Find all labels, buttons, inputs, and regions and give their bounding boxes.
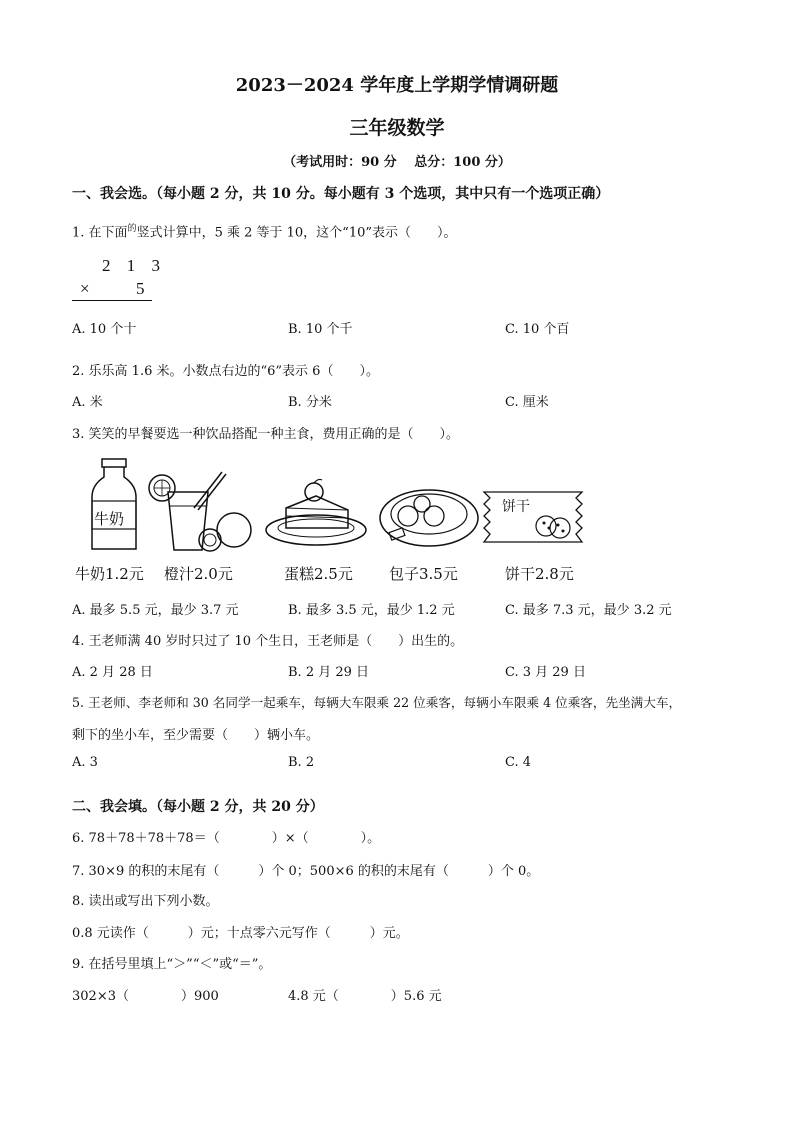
calc-line <box>72 300 152 301</box>
q1-option-a[interactable]: A. 10 个十 <box>72 322 137 337</box>
q8-text: 8. 读出或写出下列小数。 <box>72 894 219 909</box>
page-title: 2023－2024 学年度上学期学情调研题 <box>235 75 559 96</box>
page-subtitle: 三年级数学 <box>349 117 445 139</box>
q4-option-a[interactable]: A. 2 月 28 日 <box>72 665 153 680</box>
q5-text-line2: 剩下的坐小车，至少需要（ ）辆小车。 <box>72 728 320 743</box>
q2-option-b[interactable]: B. 分米 <box>288 395 332 410</box>
orange-juice-image <box>146 468 254 554</box>
calc-bottom-number: 5 <box>136 279 151 298</box>
q9-compare-a: 302×3（ ）900 <box>72 989 219 1004</box>
q1-superscript: 的 <box>127 224 137 234</box>
q8-line: 0.8 元读作（ ）元；十点零六元写作（ ）元。 <box>72 926 409 941</box>
q4-text: 4. 王老师满 40 岁时只过了 10 个生日，王老师是（ ）出生的。 <box>72 634 464 649</box>
q2-option-a[interactable]: A. 米 <box>72 395 103 410</box>
milk-bottle-label: 牛奶 <box>94 510 125 528</box>
calc-multiply-sign: × <box>80 279 96 298</box>
biscuit-package-image <box>482 490 586 546</box>
q3-text: 3. 笑笑的早餐要选一种饮品搭配一种主食，费用正确的是（ ）。 <box>72 427 460 442</box>
q3-option-b[interactable]: B. 最多 3.5 元，最少 1.2 元 <box>288 603 455 618</box>
q9-compare-b: 4.8 元（ ）5.6 元 <box>288 989 442 1004</box>
q5-option-c[interactable]: C. 4 <box>505 755 532 770</box>
q1-text-rest: 竖式计算中，5 乘 2 等于 10，这个“10”表示（ ）。 <box>136 225 457 241</box>
q1-text <box>72 221 457 240</box>
q2-text: 2. 乐乐高 1.6 米。小数点右边的“6”表示 6（ ）。 <box>72 364 379 379</box>
q5-option-a[interactable]: A. 3 <box>72 755 98 770</box>
q5-option-b[interactable]: B. 2 <box>288 755 315 770</box>
steamed-buns-image <box>378 484 480 550</box>
q7-text: 7. 30×9 的积的末尾有（ ）个 0；500×6 的积的末尾有（ ）个 0。 <box>72 864 540 879</box>
section1-heading: 一、我会选。（每小题 2 分，共 10 分。每小题有 3 个选项，其中只有一个选项正确） <box>72 186 610 202</box>
milk-bottle-image <box>88 457 140 553</box>
q9-text: 9. 在括号里填上“＞”“＜”或“＝”。 <box>72 957 272 972</box>
q4-option-c[interactable]: C. 3 月 29 日 <box>505 665 586 680</box>
food-label-biscuit: 饼干2.8元 <box>505 565 574 583</box>
q2-option-c[interactable]: C. 厘米 <box>505 395 549 410</box>
food-label-cake: 蛋糕2.5元 <box>284 565 353 583</box>
q1-text-start: 1. 在下面 <box>72 225 128 241</box>
q1-option-b[interactable]: B. 10 个千 <box>288 322 353 337</box>
section2-heading: 二、我会填。（每小题 2 分，共 20 分） <box>72 799 324 815</box>
biscuit-package-label: 饼干 <box>502 499 530 515</box>
q6-text: 6. 78＋78＋78＋78＝（ ）×（ ）。 <box>72 831 381 846</box>
q4-option-b[interactable]: B. 2 月 29 日 <box>288 665 370 680</box>
q5-text-line1: 5. 王老师、李老师和 30 名同学一起乘车，每辆大车限乘 22 位乘客，每辆小车限乘 4 位乘客，先坐满大车， <box>72 695 682 710</box>
food-label-milk: 牛奶1.2元 <box>75 565 144 583</box>
calc-top-number: 2 1 3 <box>102 256 166 275</box>
q3-option-a[interactable]: A. 最多 5.5 元，最少 3.7 元 <box>72 603 239 618</box>
cake-image <box>264 478 368 548</box>
exam-info: （考试用时：90 分 总分：100 分） <box>283 155 511 170</box>
food-label-bun: 包子3.5元 <box>389 565 458 583</box>
q1-option-c[interactable]: C. 10 个百 <box>505 322 570 337</box>
q3-option-c[interactable]: C. 最多 7.3 元，最少 3.2 元 <box>505 603 672 618</box>
food-label-juice: 橙汁2.0元 <box>164 565 233 583</box>
